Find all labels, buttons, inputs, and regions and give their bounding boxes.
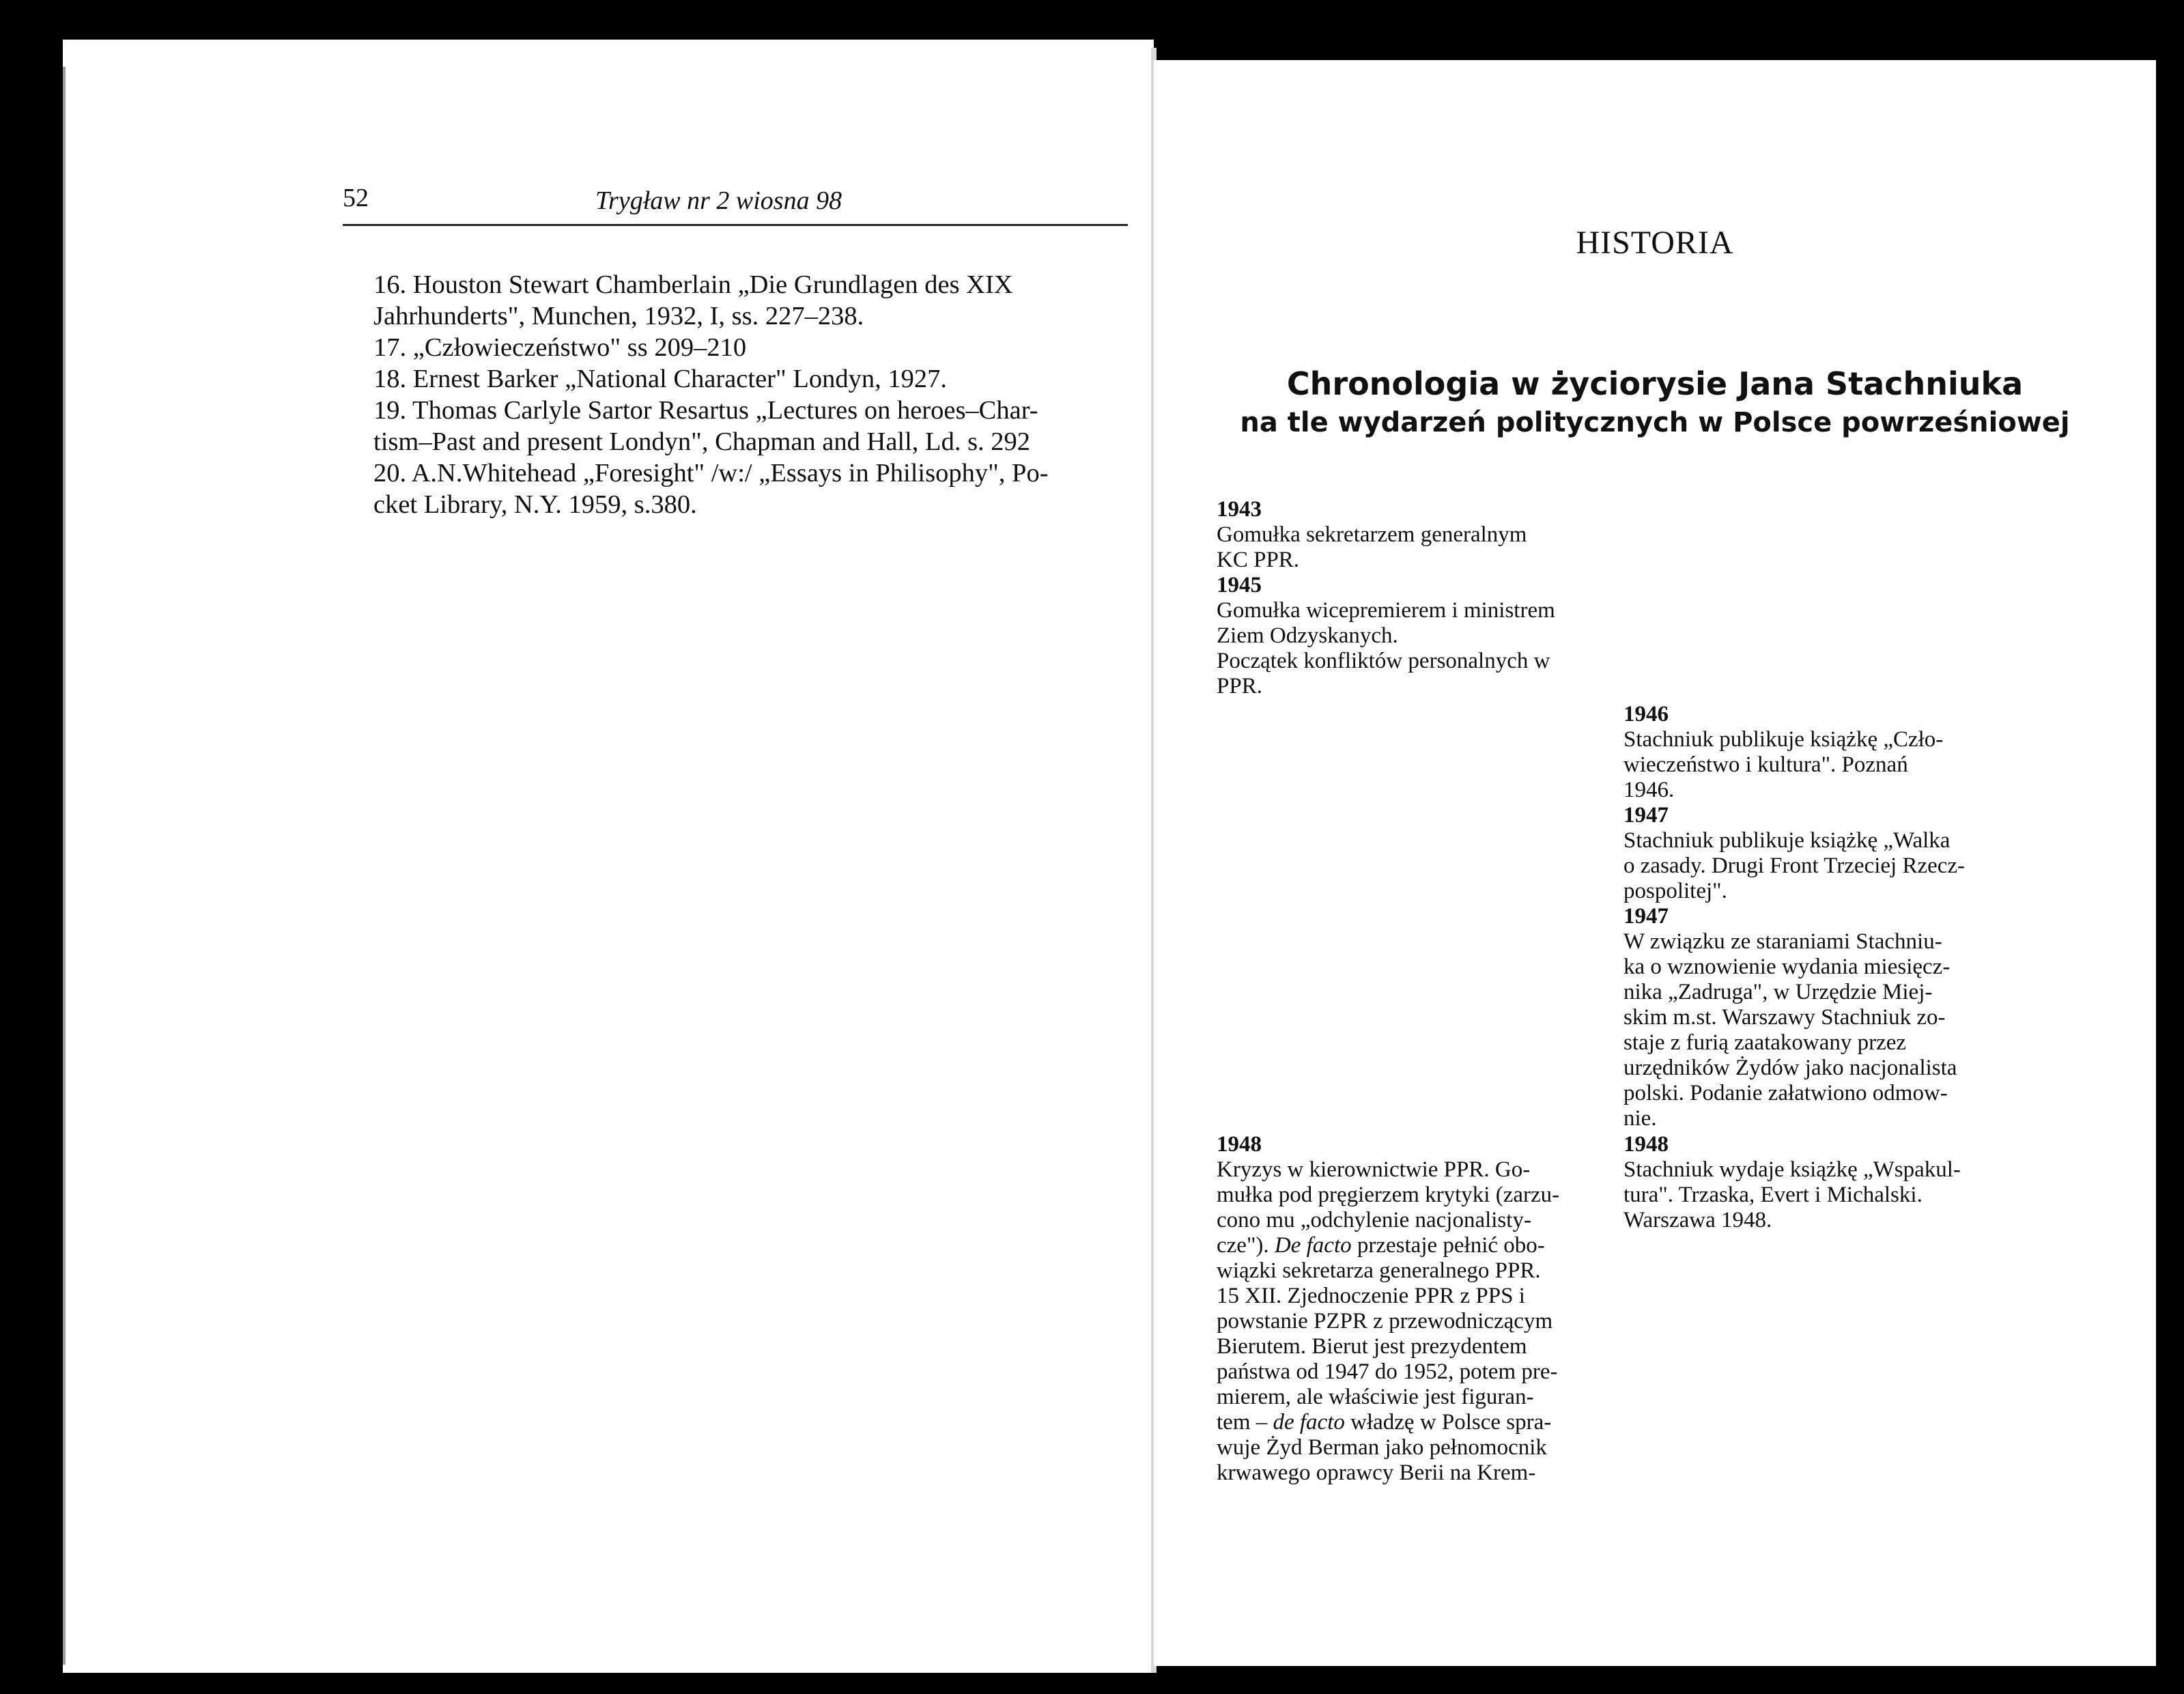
- entry-line: Warszawa 1948.: [1623, 1208, 1772, 1232]
- running-title: Trygław nr 2 wiosna 98: [595, 186, 842, 215]
- page-edge: [63, 67, 66, 1665]
- entry-line: [1217, 1410, 1604, 1435]
- footnote-line: cket Library, N.Y. 1959, s.380.: [373, 490, 697, 519]
- entry-line: wieczeństwo i kultura". Poznań: [1623, 752, 1908, 777]
- entry-line: skim m.st. Warszawy Stachniuk zo-: [1623, 1005, 1946, 1030]
- entry-line: urzędników Żydów jako nacjonalista: [1623, 1056, 1957, 1080]
- entry-line: powstanie PZPR z przewodniczącym: [1217, 1309, 1553, 1333]
- entry-year: 1945: [1217, 573, 1262, 597]
- entry-line: wuje Żyd Berman jako pełnomocnik: [1217, 1435, 1547, 1460]
- entry-line: nika „Zadruga", w Urzędzie Miej-: [1623, 980, 1933, 1004]
- italic-text: de facto: [1273, 1410, 1345, 1435]
- entry-line: Kryzys w kierownictwie PPR. Go-: [1217, 1157, 1531, 1182]
- entry-1947-second: [1623, 904, 2009, 1131]
- entry-year: 1948: [1217, 1132, 1262, 1157]
- title-line-1: Chronologia w życiorysie Jana Stachniuka: [1286, 365, 2024, 402]
- entry-line: Bierutem. Bierut jest prezydentem: [1217, 1334, 1527, 1359]
- entry-year: 1947: [1623, 904, 1669, 929]
- footnote-line: 20. A.N.Whitehead „Foresight" /w:/ „Essays in Philisophy", Po-: [373, 459, 1049, 488]
- entry-line: Gomułka sekretarzem generalnym: [1217, 522, 1527, 547]
- article-title: [1154, 364, 2156, 442]
- entry-line: polski. Podanie załatwiono odmow-: [1623, 1081, 1948, 1105]
- entry-year: 1943: [1217, 497, 1262, 522]
- entry-line: o zasady. Drugi Front Trzeciej Rzecz-: [1623, 853, 1966, 878]
- entry-line: mierem, ale właściwie jest figuran-: [1217, 1385, 1534, 1409]
- entry-line: Gomułka wicepremierem i ministrem: [1217, 598, 1555, 623]
- footnote-line: 16. Houston Stewart Chamberlain „Die Grundlagen des XIX: [373, 270, 1013, 299]
- text-run: przestaje pełnić obo-: [1351, 1233, 1545, 1258]
- entry-year: 1947: [1623, 803, 1669, 828]
- entry-line: Stachniuk publikuje książkę „Czło-: [1623, 727, 1944, 752]
- entry-1945: [1217, 573, 1604, 699]
- entry-line: nie.: [1623, 1106, 1657, 1131]
- footnote-line: 18. Ernest Barker „National Character" Londyn, 1927.: [373, 365, 947, 393]
- left-page: [63, 40, 1154, 1673]
- entry-line: PPR.: [1217, 674, 1262, 698]
- entry-line: pospolitej".: [1623, 879, 1727, 903]
- entry-1947-first: [1623, 803, 2009, 904]
- entry-line: ka o wznowienie wydania miesięcz-: [1623, 955, 1951, 979]
- section-title: HISTORIA: [1576, 225, 1734, 261]
- italic-text: De facto: [1274, 1233, 1352, 1258]
- footnote-line: 17. „Człowieczeństwo" ss 209–210: [373, 333, 747, 362]
- entry-year: 1946: [1623, 702, 1669, 726]
- entry-line: wiązki sekretarza generalnego PPR.: [1217, 1258, 1541, 1283]
- entry-line: [1217, 1233, 1604, 1258]
- entry-line: 15 XII. Zjednoczenie PPR z PPS i: [1217, 1284, 1525, 1308]
- entry-1943: [1217, 497, 1604, 573]
- entry-1946: [1623, 702, 2009, 803]
- page-number: 52: [343, 184, 369, 212]
- running-header: [343, 183, 1128, 226]
- footnotes: [373, 269, 1107, 520]
- entry-line: krwawego oprawcy Berii na Krem-: [1217, 1460, 1536, 1485]
- entry-line: Stachniuk publikuje książkę „Walka: [1623, 828, 1951, 853]
- entry-line: Ziem Odzyskanych.: [1217, 623, 1398, 648]
- entry-line: KC PPR.: [1217, 548, 1300, 572]
- text-run: cze").: [1217, 1233, 1275, 1258]
- entry-line: państwa od 1947 do 1952, potem pre-: [1217, 1359, 1558, 1384]
- entry-line: mułka pod pręgierzem krytyki (zarzu-: [1217, 1183, 1560, 1207]
- entry-line: cono mu „odchylenie nacjonalisty-: [1217, 1208, 1531, 1232]
- entry-1948-politics: [1217, 1132, 1604, 1486]
- entry-year: 1948: [1623, 1132, 1669, 1157]
- entry-line: tura". Trzaska, Evert i Michalski.: [1623, 1183, 1923, 1207]
- entry-line: W związku ze staraniami Stachniu-: [1623, 929, 1942, 954]
- entry-line: Początek konfliktów personalnych w: [1217, 649, 1550, 673]
- footnote-line: tism–Past and present Londyn", Chapman and Hall, Ld. s. 292: [373, 427, 1031, 456]
- text-run: władzę w Polsce spra-: [1344, 1410, 1552, 1435]
- footnote-line: 19. Thomas Carlyle Sartor Resartus „Lectures on heroes–Char-: [373, 396, 1038, 425]
- footnote-line: Jahrhunderts", Munchen, 1932, I, ss. 227–238.: [373, 302, 864, 330]
- right-page: [1154, 60, 2156, 1666]
- title-line-2: na tle wydarzeń politycznych w Polsce powrześniowej: [1240, 407, 2070, 438]
- entry-line: staje z furią zaatakowany przez: [1623, 1030, 1907, 1055]
- entry-line: Stachniuk wydaje książkę „Wspakul-: [1623, 1157, 1961, 1182]
- entry-1948-stachniuk: [1623, 1132, 2009, 1233]
- text-run: tem –: [1217, 1410, 1273, 1435]
- entry-line: 1946.: [1623, 778, 1675, 802]
